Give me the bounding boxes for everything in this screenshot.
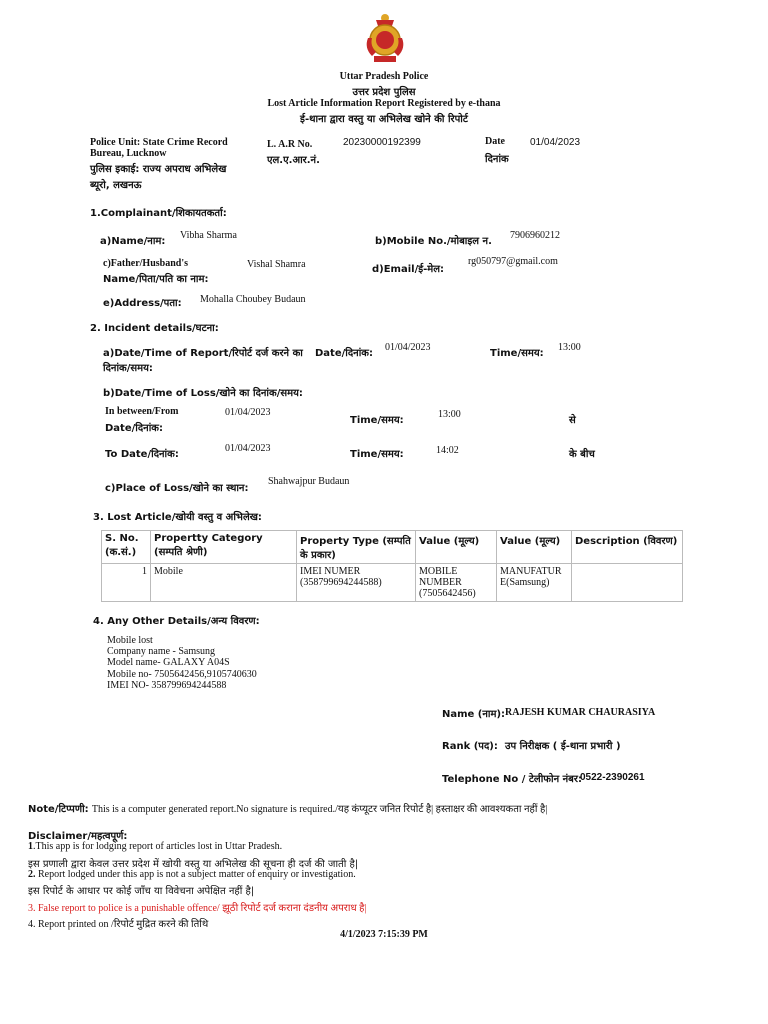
complainant-heading: 1.Complainant/शिकायतकर्ता: [90,208,227,219]
officer-name-label: Name (नाम): [442,709,506,720]
email-label: d)Email/ई-मेल: [372,264,445,275]
other-detail-line: Mobile lost [107,635,153,646]
cell-sno: 1 [102,564,151,602]
disclaimer-2-text: Report lodged under this app is not a subject matter of enquiry or investigation. [35,869,356,880]
disclaimer-1-en [28,841,282,852]
loss-from-date: 01/04/2023 [225,407,271,418]
table-header-row [102,531,683,564]
col-type: Property Type (सम्पति के प्रकार) [297,531,416,564]
disclaimer-1-num: 1 [28,841,33,852]
complainant-email: rg050797@gmail.com [468,256,558,267]
lar-label: L. A.R No. [267,139,313,150]
loss-from-time: 13:00 [438,409,461,420]
officer-phone-label: Telephone No / टेलीफोन नंबर: [442,774,582,785]
cell-value-2: MANUFATUR E(Samsung) [497,564,572,602]
father-name: Vishal Shamra [247,259,306,270]
incident-heading: 2. Incident details/घटना: [90,323,219,334]
disclaimer-heading: Disclaimer/महत्वपूर्ण: [28,831,128,842]
loss-time-label: b)Date/Time of Loss/खोने का दिनांक/समय: [103,388,303,399]
lar-number: 20230000192399 [343,137,421,148]
printed-timestamp: 4/1/2023 7:15:39 PM [340,929,428,940]
disclaimer-1-text: .This app is for lodging report of articles lost in Uttar Pradesh. [33,841,283,852]
disclaimer-2-en [28,869,356,880]
report-title-en: Lost Article Information Report Registered by e-thana [267,98,501,109]
to-date-label: To Date/दिनांक: [105,449,179,460]
col-value-1: Value (मूल्य) [416,531,497,564]
col-sno: S. No. (क.सं.) [102,531,151,564]
place-label: c)Place of Loss/खोने का स्थान: [105,483,249,494]
se-label: से [569,415,576,426]
col-category: Propertty Category (सम्पति श्रेणी) [151,531,297,564]
report-title-hi: ई-थाना द्वारा वस्तु या अभिलेख खोने की रिपोर्ट [300,114,468,125]
report-time-label-short: Time/समय: [490,348,544,359]
report-time-label-2: दिनांक/समय: [103,363,153,374]
other-details-block [107,635,257,691]
col-description: Description (विवरण) [572,531,683,564]
officer-name: RAJESH KUMAR CHAURASIYA [505,707,656,718]
cell-description [572,564,683,602]
table-row [102,564,683,602]
officer-rank-label: Rank (पद): [442,741,498,752]
ke-beech-label: के बीच [569,449,595,460]
officer-rank: उप निरीक्षक ( ई-थाना प्रभारी ) [505,741,621,752]
lost-article-table [101,530,683,602]
to-time-label: Time/समय: [350,449,404,460]
mobile-label: b)Mobile No./मोबाइल न. [375,236,492,247]
disclaimer-2-hi: इस रिपोर्ट के आधार पर कोई जाँच या विवेचना अपेक्षित नहीं है| [28,886,255,897]
note-text: This is a computer generated report.No signature is required./यह कंप्यूटर जनित रिपोर्ट है| हस्ताक्षर की आवश्यकता नहीं है| [91,804,548,815]
disclaimer-2-num: 2. [28,869,36,880]
lost-article-heading: 3. Lost Article/खोयी वस्तु व अभिलेख: [93,512,262,523]
cell-category: Mobile [151,564,297,602]
other-details-heading: 4. Any Other Details/अन्य विवरण: [93,616,260,627]
cell-type: IMEI NUMER (358799694244588) [297,564,416,602]
loss-to-date: 01/04/2023 [225,443,271,454]
note-label: Note/टिप्पणी: [28,804,89,815]
cell-value-1: MOBILE NUMBER (7505642456) [416,564,497,602]
note [28,801,547,815]
officer-phone: 0522-2390261 [580,772,645,783]
police-unit-hi: पुलिस इकाई: राज्य अपराध अभिलेख [90,164,227,175]
report-time-label: a)Date/Time of Report/रिपोर्ट दर्ज करने का [103,348,303,359]
other-detail-line: Model name- GALAXY A04S [107,657,230,669]
up-police-emblem-icon [362,12,408,64]
from-time-label: Time/समय: [350,415,404,426]
date-label-hi: दिनांक [485,154,509,165]
complainant-address: Mohalla Choubey Budaun [200,294,306,305]
police-unit-label-2: Bureau, Lucknow [90,148,167,159]
other-detail-line: IMEI NO- 358799694244588 [107,679,227,691]
loss-to-time: 14:02 [436,445,459,456]
father-label: c)Father/Husband's [103,258,189,269]
org-name-hi: उत्तर प्रदेश पुलिस [352,87,416,98]
father-label-2: Name/पिता/पति का नाम: [103,274,209,285]
report-date-label: Date/दिनांक: [315,348,373,359]
police-unit-hi-2: ब्यूरो, लखनऊ [90,180,142,191]
name-label: a)Name/नाम: [100,236,166,247]
loss-place: Shahwajpur Budaun [268,476,350,487]
address-label: e)Address/पता: [103,298,182,309]
org-name-en: Uttar Pradesh Police [339,71,429,82]
col-value-2: Value (मूल्य) [497,531,572,564]
incident-report-date: 01/04/2023 [385,342,431,353]
complainant-name: Vibha Sharma [180,230,237,241]
report-date: 01/04/2023 [530,137,581,148]
complainant-mobile: 7906960212 [510,230,560,241]
disclaimer-3: 3. False report to police is a punishable offence/ झूठी रिपोर्ट दर्ज कराना दंडनीय अपराध है| [28,903,367,914]
disclaimer-4: 4. Report printed on /रिपोर्ट मुद्रित करने की तिथि [28,919,209,930]
police-unit-label: Police Unit: State Crime Record [90,137,228,148]
between-label-2: Date/दिनांक: [105,423,163,434]
date-label: Date [485,136,505,147]
disclaimer-1-hi: इस प्रणाली द्वारा केवल उत्तर प्रदेश में खोयी वस्तु या अभिलेख की सूचना ही दर्ज की जाती है| [28,859,359,870]
incident-report-time: 13:00 [558,342,581,353]
lar-label-hi: एल.ए.आर.नं. [267,155,320,166]
other-detail-line: Mobile no- 7505642456,9105740630 [107,668,257,680]
between-label: In between/From [105,406,179,417]
other-detail-line: Company name - Samsung [107,646,216,658]
